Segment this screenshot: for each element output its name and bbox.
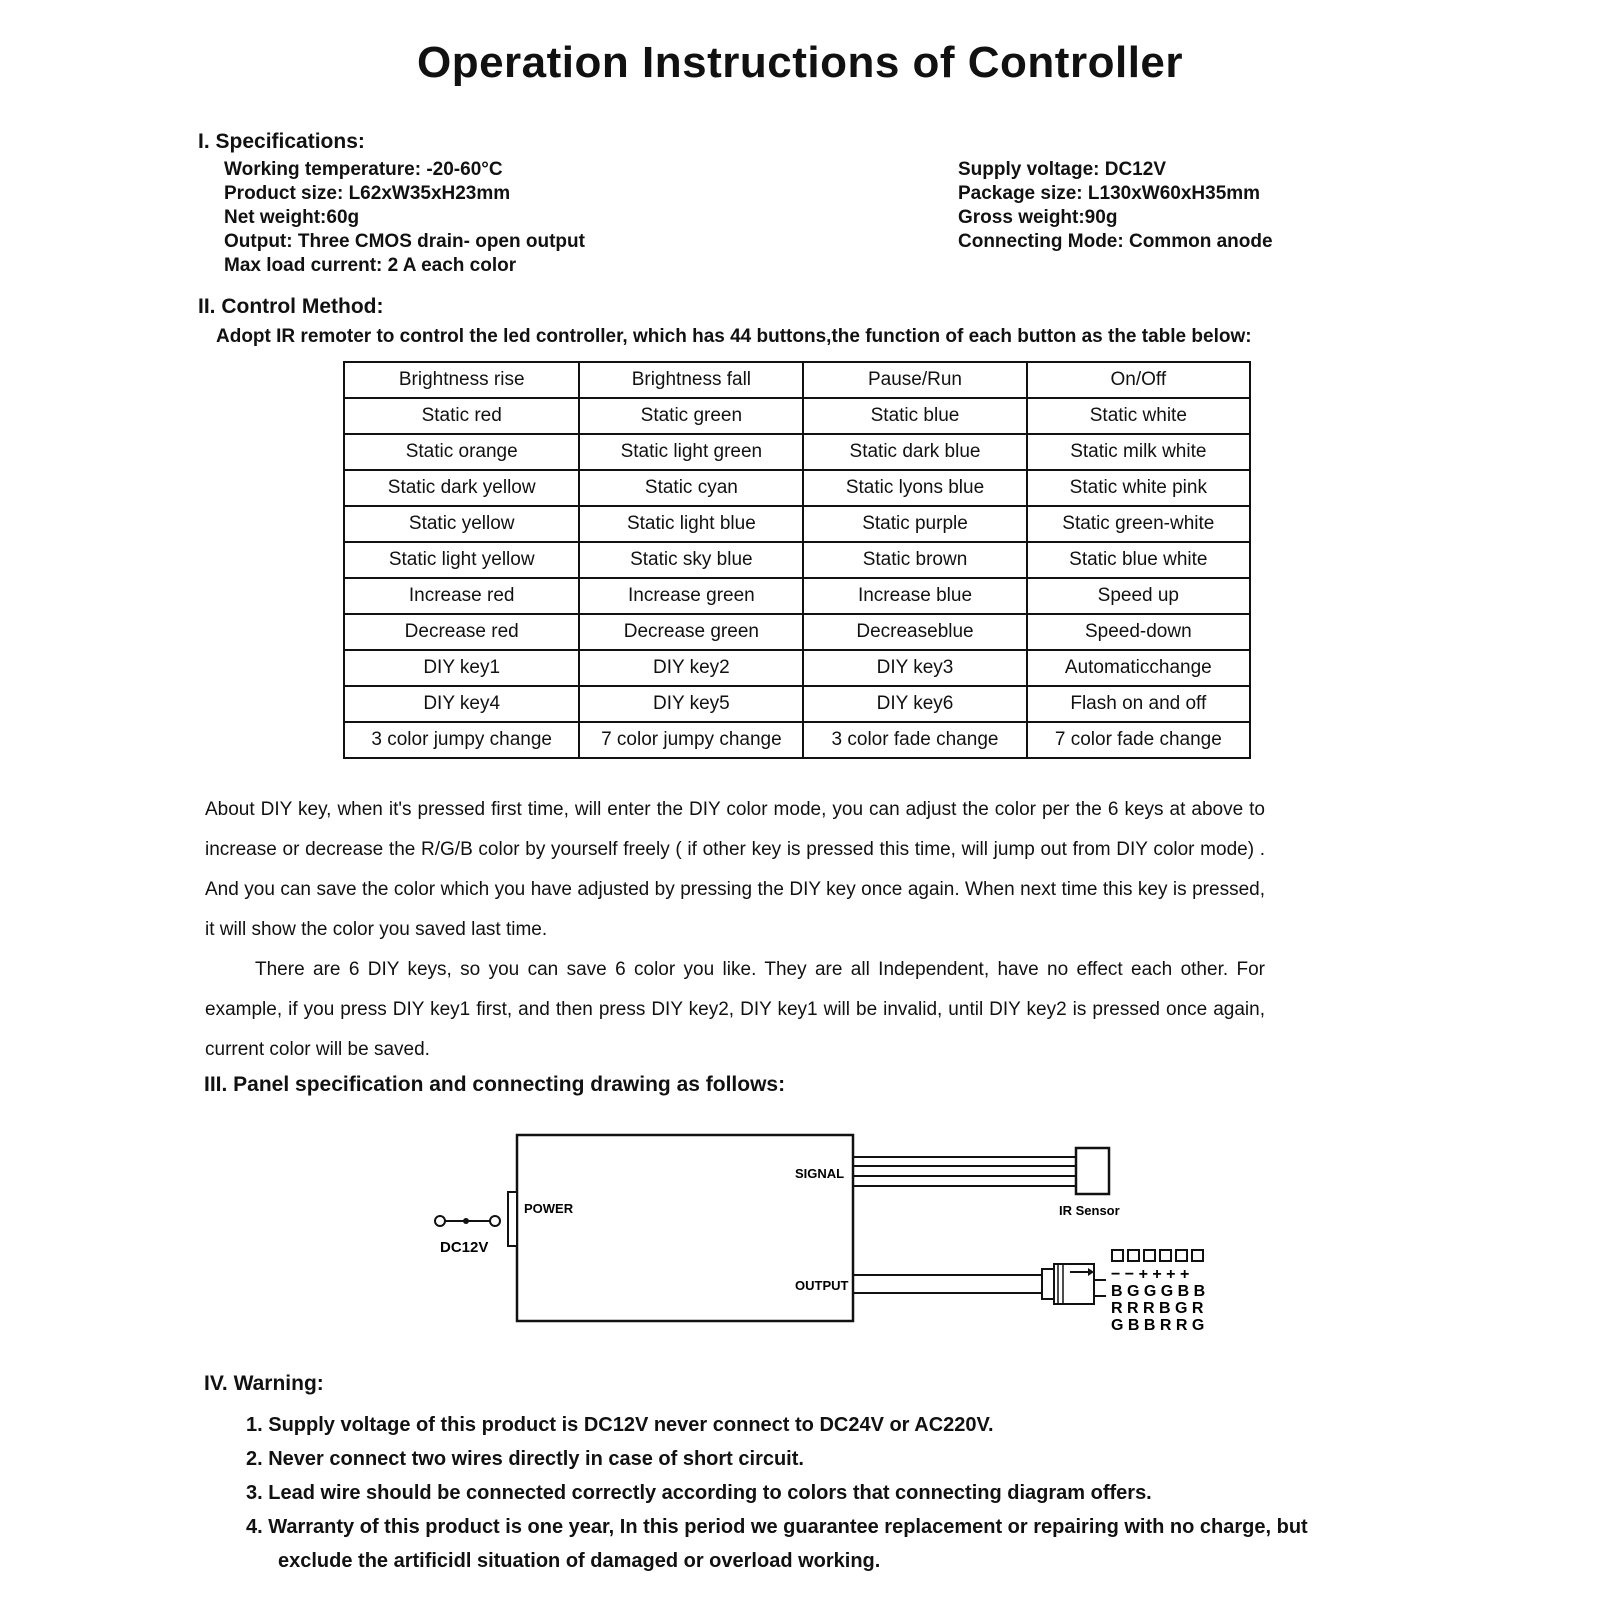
- table-cell: DIY key1: [344, 650, 579, 686]
- table-cell: Static red: [344, 398, 579, 434]
- spec-item: Package size: L130xW60xH35mm: [958, 183, 1261, 204]
- table-cell: Decrease red: [344, 614, 579, 650]
- pin-row-2: R R R B G R: [1111, 1300, 1204, 1317]
- warning-heading: IV. Warning:: [204, 1372, 324, 1395]
- warning-item: 2. Never connect two wires directly in case of short circuit.: [246, 1448, 804, 1470]
- dc-plug-icon: [435, 1216, 500, 1226]
- warning-list: [246, 1408, 1308, 1578]
- table-cell: Increase green: [579, 578, 803, 614]
- spec-item: Supply voltage: DC12V: [958, 159, 1166, 180]
- table-cell: Increase blue: [803, 578, 1026, 614]
- table-cell: Static green-white: [1027, 506, 1250, 542]
- table-cell: Static light blue: [579, 506, 803, 542]
- warning-item: 1. Supply voltage of this product is DC12V never connect to DC24V or AC220V.: [246, 1414, 994, 1436]
- table-cell: Decrease green: [579, 614, 803, 650]
- table-cell: 7 color jumpy change: [579, 722, 803, 758]
- table-cell: 7 color fade change: [1027, 722, 1250, 758]
- table-cell: Static white: [1027, 398, 1250, 434]
- warning-item: 4. Warranty of this product is one year, In this period we guarantee replacement or repairing with no charge, but: [246, 1516, 1308, 1538]
- spec-item: Working temperature: -20-60°C: [224, 159, 503, 180]
- table-cell: DIY key2: [579, 650, 803, 686]
- table-cell: DIY key5: [579, 686, 803, 722]
- spec-item: Connecting Mode: Common anode: [958, 231, 1273, 252]
- output-label: OUTPUT: [795, 1278, 849, 1293]
- table-cell: 3 color jumpy change: [344, 722, 579, 758]
- control-method-heading: II. Control Method:: [198, 295, 384, 318]
- power-jack: [508, 1192, 517, 1246]
- table-cell: Static white pink: [1027, 470, 1250, 506]
- spec-item: Max load current: 2 A each color: [224, 255, 517, 276]
- table-cell: Static milk white: [1027, 434, 1250, 470]
- spec-item: Product size: L62xW35xH23mm: [224, 183, 511, 204]
- page-title: Operation Instructions of Controller: [416, 38, 1184, 87]
- panel-heading: III. Panel specification and connecting drawing as follows:: [204, 1073, 786, 1096]
- table-cell: Static dark yellow: [344, 470, 579, 506]
- table-cell: Static light green: [579, 434, 803, 470]
- table-cell: 3 color fade change: [803, 722, 1026, 758]
- warning-item-continuation: exclude the artificidl situation of damaged or overload working.: [278, 1550, 881, 1572]
- table-cell: Static light yellow: [344, 542, 579, 578]
- diy-paragraph-1: About DIY key, when it's pressed first time, will enter the DIY color mode, you can adjust the color per the 6 keys at above to increase or decrease the R/G/B color by yourself freely ( if other key is pressed this time, will jump out from DIY color mode) . And you can save the color which you have adjusted by pressing the DIY key once again. When next time this key is pressed, it will show the color you saved last time.: [205, 799, 1265, 940]
- table-cell: Decreaseblue: [803, 614, 1026, 650]
- table-cell: Static blue white: [1027, 542, 1250, 578]
- pin-assignment: [1111, 1266, 1205, 1334]
- signal-label: SIGNAL: [795, 1166, 845, 1181]
- table-cell: DIY key3: [803, 650, 1026, 686]
- table-cell: Static sky blue: [579, 542, 803, 578]
- table-cell: Static yellow: [344, 506, 579, 542]
- specifications-heading: I. Specifications:: [198, 130, 365, 153]
- pin-row-3: G B B R R G: [1111, 1317, 1205, 1334]
- table-cell: Brightness rise: [344, 362, 579, 398]
- signal-cable: [853, 1157, 1076, 1186]
- ir-sensor-label: IR Sensor: [1059, 1203, 1120, 1218]
- table-cell: Static brown: [803, 542, 1026, 578]
- table-cell: Static blue: [803, 398, 1026, 434]
- table-cell: Increase red: [344, 578, 579, 614]
- table-cell: On/Off: [1027, 362, 1250, 398]
- spec-item: Net weight:60g: [224, 207, 360, 228]
- table-cell: Brightness fall: [579, 362, 803, 398]
- power-label: POWER: [524, 1201, 574, 1216]
- table-cell: DIY key4: [344, 686, 579, 722]
- table-cell: Static purple: [803, 506, 1026, 542]
- spec-item: Output: Three CMOS drain- open output: [224, 231, 585, 252]
- table-cell: Automaticchange: [1027, 650, 1250, 686]
- table-cell: Speed-down: [1027, 614, 1250, 650]
- warning-item: 3. Lead wire should be connected correctly according to colors that connecting diagram offers.: [246, 1482, 1152, 1504]
- ir-sensor-icon: [1076, 1148, 1109, 1194]
- table-cell: Static lyons blue: [803, 470, 1026, 506]
- table-cell: Speed up: [1027, 578, 1250, 614]
- dc12v-label: DC12V: [440, 1239, 489, 1256]
- table-cell: Pause/Run: [803, 362, 1026, 398]
- connector-pin-boxes: [1112, 1250, 1203, 1261]
- spec-item: Gross weight:90g: [958, 207, 1118, 228]
- table-cell: Flash on and off: [1027, 686, 1250, 722]
- controller-box: [517, 1135, 853, 1321]
- table-cell: Static green: [579, 398, 803, 434]
- table-cell: Static cyan: [579, 470, 803, 506]
- pin-row-polarity: − − + + + +: [1111, 1266, 1190, 1283]
- control-intro: Adopt IR remoter to control the led controller, which has 44 buttons,the function of each button as the table below:: [216, 326, 1252, 347]
- table-cell: Static dark blue: [803, 434, 1026, 470]
- output-cable: [853, 1275, 1042, 1293]
- table-cell: DIY key6: [803, 686, 1026, 722]
- diy-paragraph-2: There are 6 DIY keys, so you can save 6 color you like. They are all Independent, have no effect each other. For example, if you press DIY key1 first, and then press DIY key2, DIY key1 will be invalid, until DIY key2 is pressed once again, current color will be saved.: [205, 959, 1265, 1060]
- output-connector-icon: [1042, 1264, 1106, 1304]
- pin-row-1: B G G G B B: [1111, 1283, 1206, 1300]
- table-cell: Static orange: [344, 434, 579, 470]
